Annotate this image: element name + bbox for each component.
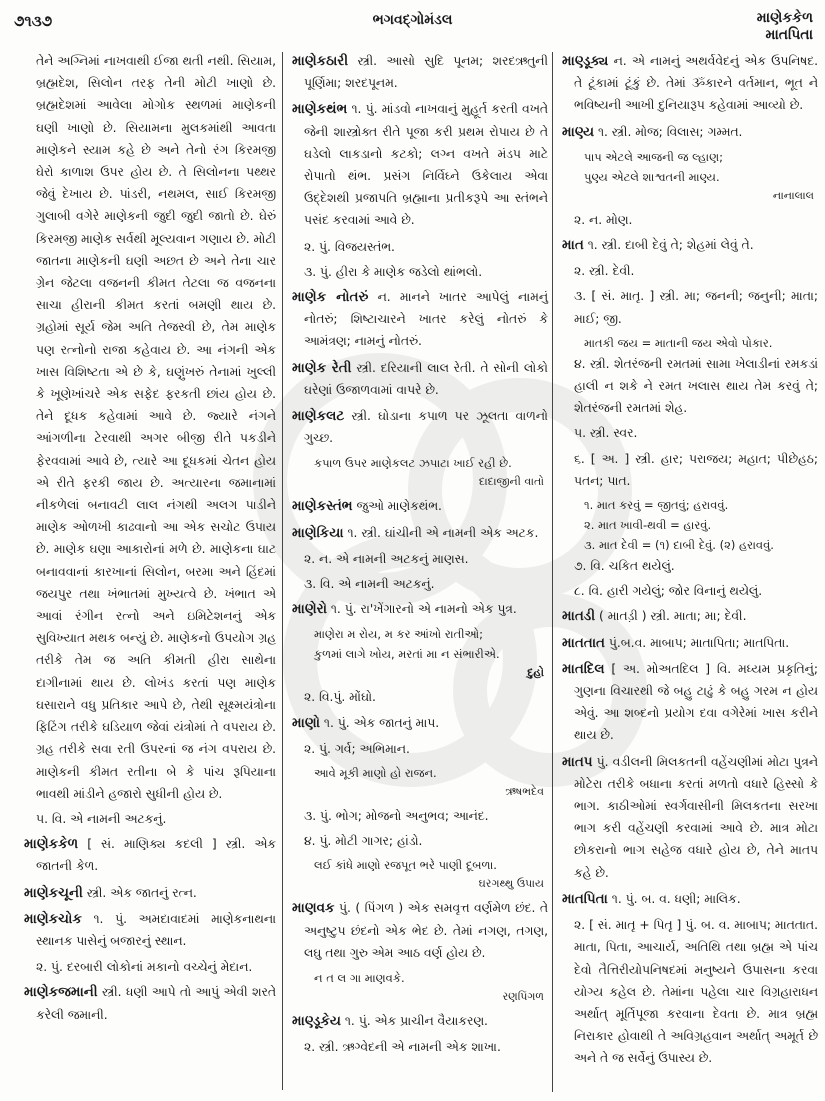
column-divider [282,52,283,1090]
definition: સ્ત્રી. દરિયાની લાલ રેતી. તે સોની લોકો ઘરેણાં ઉજાળવામાં વાપરે છે. [304,360,548,397]
sense: ૭. વિ. ચકિત થયેલું. [574,559,675,574]
definition: ૧. સ્ત્રી. મોજ; વિલાસ; ગમ્મત. [597,124,743,139]
sense: ૩. પું. ભોગ; મોજનો અનુભવ; આનંદ. [304,809,489,824]
dictionary-entry [24,833,276,877]
citation-quote: લઈ કાંધે માણો રજપૂત ભરે પાણી દૂબળા. [314,858,497,873]
column-middle [292,50,548,1062]
sense: ૪. સ્ત્રી. શેતરંજની રમતમાં સામા ખેલાડીનાં રમકડાં હાલી ન શકે ને રમત ખલાસ થાય તેમ કરવું તે; શેતરંજની રમતમાં શેહ. [574,356,818,416]
definition: જુઓ માણેકથંભ. [356,499,442,514]
citation-quote: પાપ એટલે આજની જ લ્હાણ; [584,149,724,164]
headword: માણેકસ્તંભ [292,498,353,515]
dictionary-entry [292,98,548,231]
dictionary-entry [292,495,548,517]
definition: ૧. પું. અમદાવાદમાં માણેકનાથના સ્થાનક પાસેનું બજારનું સ્થાન. [36,911,276,948]
sense: ૨. સ્ત્રી. ઋગ્વેદની એ નામની એક શાખા. [304,1040,501,1055]
dictionary-entry [292,522,548,544]
headword: માતતાત [562,634,605,651]
sense: ૨. પું. ગર્વ; અભિમાન. [304,741,410,756]
sense: ૩. [ સં. માતૃ. ] સ્ત્રી. મા; જનની; જનુની; માતા; માઈ; જી. [574,289,818,326]
citation-quote: ન ત લ ગા માણવકે. [314,971,405,986]
dictionary-entry [292,897,548,964]
definition: પું. ( પિંગળ ) એક સમવૃત્ત વર્ણમેળ છંદ. તે અનુષ્ટુપ છંદનો એક ભેદ છે. તેમાં નગણ, તગણ, લઘુ તથા ગુરુ એમ આઠ વર્ણ હોય છે. [304,901,548,960]
dictionary-entry [292,598,548,620]
headword: માણેકિયા [292,524,344,541]
page-header [0,0,825,48]
dictionary-entry [562,888,818,910]
sense: ૬. [ અ. ] સ્ત્રી. હાર; પરાજય; મહાત; પીછેહઠ; પતન; પાત. [574,451,818,488]
citation-source: રણપિંગળ [502,990,544,1004]
sense: ૨. ન. મોણ. [574,212,633,227]
headword: માણેકકેળ [24,836,79,853]
definition: ૧. પું. બ. વ. ધણી; માલિક. [611,891,741,906]
dictionary-entry [292,712,548,734]
headword: માણેક નોતરું [292,289,369,306]
dictionary-entry [562,234,818,256]
definition: [ સં. માણિક્ય કદલી ] સ્ત્રી. એક જાતની કેળ. [36,837,276,874]
definition: સ્ત્રી. એક જાતનું રત્ન. [86,885,197,900]
idiom: ૧. માત કરવું = જીતવું; હરાવવું. [584,498,729,513]
continued-definition: તેને અગ્નિમાં નાખવાથી ઈજા થતી નથી. સિયામ, બ્રહ્મદેશ, સિલોન તરફ તેની મોટી ખાણો છે. બ્રહ્મદેશમાં આવેલા મોગોક સ્થળમાં માણેકની ઘણી ખાણો છે. સિયામના મુલકમાંથી આવતા માણેકને સ્યામ કહે છે અને તેનો રંગ કિરમજી ઘેરો કાળાશ ઉપર હોય છે. તે સિલોનના પથ્થર જેવું દેખાય છે. પાંડરી, નથમલ, સાઈ કિરમજી ગુલાબી વગેરે માણેકની જુદી જુદી જાતો છે. ઘેરું કિરમજી માણેક સર્વથી મૂલ્યવાન ગણાય છે. મોટી જાતના માણેકની ઘણી અછત છે અને તેના ચાર ગ્રેન જેટલા વજનની કીમત તેટલા જ વજનના સાચા હીરાની કીમત કરતાં બમણી થાય છે. ગ્રહોમાં સૂર્ય જેમ અતિ તેજસ્વી છે, તેમ માણેક પણ રત્નોનો રાજા કહેવાય છે. આ નંગની એક ખાસ વિશિષ્ટતા એ છે કે, ઘણુંખરું તેનામાં ખુલ્લી કે ખૂણેખાંચરે એક સફેદ ફરકતી છાંય હોય છે. તેને દૂધક કહેવામાં આવે છે. જ્યારે નંગને આંગળીના ટેરવાથી અગર બીજી રીતે પકડીને ફેરવવામાં આવે છે, ત્યારે આ દૂધકમાં ચેતન હોય એ રીતે ફરકી જાય છે. અત્યારના જમાનામાં નીકળેલાં બનાવટી લાલ નંગથી અલગ પાડીને માણેક ઓળખી કાઢવાનો આ એક સચોટ ઉપાય છે. માણેક ઘણા આકારોનાં મળે છે. માણેકના ઘાટ બનાવવાનાં કારખાનાં સિલોન, બરમા અને હિંદમાં જયપુર તથા ખંભાતમાં મુખ્યત્વે છે. ખંભાત એ આવાં રંગીન રત્નો અને ઇમિટેશનનું એક સુવિખ્યાત મથક બન્યું છે. માણેકનો ઉપયોગ ગ્રહ તરીકે તેમ જ અતિ કીમતી હીરા સાથેના દાગીનામાં થાય છે. લોખંડ કરતાં પણ માણેક ઘસારાને વધુ પ્રતિકાર આપે છે, તેથી સૂક્ષ્મયંત્રોના ફિટિંગ તરીકે ઘડિયાળ જેવાં યંત્રોમાં તે વપરાય છે. ગ્રહ તરીકે સવા રતી ઉપરનાં જ નંગ વપરાય છે. માણેકની કીમત રતીના બે કે પાંચ રૂપિયાના ભાવથી માંડીને હજારો સુધીની હોય છે. [36,54,276,801]
dictionary-entry [562,50,818,117]
dictionary-entry [24,908,276,952]
dictionary-entry [24,981,276,1025]
definition: પું. વડીલની મિલકતની વહેંચણીમાં મોટા પુત્રને મોટેરા તરીકે બધાના કરતાં મળતો વધારે હિસ્સો કે ભાગ. કાઠીઓમાં સ્વર્ગવાસીની મિલકતના સરખા ભાગ કરી વહેંચણી કરવામાં આવે છે. માત્ર મોટા છોકરાનો ભાગ સહેજ વધારે હોય છે, તેને માતપ કહે છે. [574,754,818,880]
sense: ૫. સ્ત્રી. સ્વર. [574,426,638,441]
definition: ન. એ નામનું અથર્વવેદનું એક ઉપનિષદ. તે ટૂંકામાં ટૂંકું છે. તેમાં ૐકારને વર્તમાન, ભૂત ને ભવિષ્યની આખી દુનિયારૂપ કહેવામાં આવ્યો છે. [574,54,818,113]
definition: ૧. સ્ત્રી. દાબી દેવું તે; શેહમાં લેવું તે. [587,238,754,253]
sense: ૮. વિ. હારી ગયેલું; જોર વિનાનું થયેલું. [574,584,763,599]
column-divider [552,52,553,1092]
dictionary-entry [292,405,548,449]
idiom: ૨. માત ખાવી-થવી = હારવું. [584,518,712,533]
headword: માણેકચૂની [24,884,83,901]
citation-quote: કપાળ ઉપર માણેકલટ ઝપાટા ખાઈ રહી છે. [314,456,512,471]
definition: સ્ત્રી. આસો સુદિ પૂનમ; શરદઋતુની પૂર્ણિમા; શરદપૂનમ. [304,54,548,91]
definition: ૧. પું. એક પ્રાચીન વૈયાકરણ. [344,1014,488,1029]
dictionary-entry [292,357,548,401]
dictionary-entry [562,658,818,747]
headword: માણેક રેતી [292,359,352,376]
definition: ૧. પું. રા'ખેંગારનો એ નામનો એક પુત્ર. [330,602,517,617]
headword: માતપ [562,753,593,770]
guide-word-last: માતપિતા [765,27,813,43]
dictionary-entry [292,1010,548,1032]
page-number: ૭૧૩૭ [14,12,53,30]
citation-source: દાદાજીની વાતો [478,475,544,489]
sense: ૨. ન. એ નામની અટકનું માણસ. [304,551,469,566]
dictionary-entry [562,121,818,143]
headword: માતદિલ [562,660,605,677]
idiom: ૩. માત દેવી = (૧) દાબી દેવું. (૨) હરાવવું. [584,538,774,553]
definition: ન. માનને ખાતર આપેલું નામનું નોતરું; શિષ્ટાચારને ખાતર કરેલું નોતરું કે આમંત્રણ; નામનું નોતરું. [304,290,548,349]
citation-quote: કુળમાં લાગે ખોય, મરતાં મા ન સંભારીએ. [314,647,500,662]
column-right [562,50,818,1073]
citation-quote: માતકી જય = માતાની જય એવો પોકાર. [584,335,773,350]
dictionary-entry [562,632,818,654]
sense: ૩. પું. હીરા કે માણેક જડેલો થાંભલો. [304,264,483,279]
citation-source: ઘરગથ્થુ ઉપાય [478,877,544,891]
citation-source: નાનાલાલ [772,188,814,202]
definition: ( માતડ઼ી ) સ્ત્રી. માતા; મા; દેવી. [598,609,747,624]
headword: માણવક [292,900,335,917]
headword: માણ્ય [562,123,595,140]
headword: માણેરો [292,601,327,618]
headword: માણ્ડૂકેય [292,1013,341,1030]
book-title: ભગવદ્ગોમંડલ [372,12,453,28]
column-left [24,50,276,1030]
sense: ૨. સ્ત્રી. દેવી. [574,264,635,279]
headword: માણેકઠારી [292,53,349,69]
citation-quote: માણેરા મ રોય, મ કર આંખો રાતીઓ; [314,627,483,642]
definition: ૧. પું. એક જાતનું માપ. [323,715,440,730]
headword: માણેકથંભ [292,101,348,118]
headword: માતપિતા [562,890,608,907]
dictionary-entry [292,286,548,353]
headword: માણો [292,714,320,731]
headword: માતડી [562,608,596,625]
definition: સ્ત્રી. ઘોડાના કપાળ પર ઝૂલતા વાળનો ગુચ્છ. [304,409,548,446]
sense: ૪. પું. મોટી ગાગર; હાંડો. [304,834,423,849]
sense: ૩. વિ. એ નામની અટકનું. [304,577,435,592]
citation-quote: આવે મૂકી માણો હો રાજન. [314,766,437,781]
headword: માણેકજમાની [24,984,98,1001]
headword: માણેકલટ [292,408,345,425]
sense: ૨. વિ.પું. મોંઘો. [304,690,376,705]
headword: માણેકચોક [24,910,82,927]
definition: ૧. પું. માંડવો નાખવાનું મુહૂર્ત કરતી વખતે જેની શાસ્ત્રોક્ત રીતે પૂજા કરી પ્રથમ રોપાય છે તે ઘડેલો લાકડાનો કટકો; લગ્ન વખતે મંડપ માટે રોપાતો થંભ. પ્રસંગ નિર્વિઘ્ને ઉકેલાય એવા ઉદ્દેશથી પ્રજાપતિ બ્રહ્માના પ્રતીકરૂપે આ સ્તંભને પસંદ કરવામાં આવે છે. [304,102,548,228]
citation-source: દુહો [527,666,544,680]
citation-quote: પુણ્ય એટલે શાશ્વતની માણ્ય. [584,169,720,184]
dictionary-entry [24,882,276,904]
definition: [ અ. મોઅતદિલ ] વિ. મધ્યમ પ્રકૃતિનું; ગુણના વિચારથી જે બહુ ટાઢું કે બહુ ગરમ ન હોય એવું. આ શબ્દનો પ્રયોગ દવા વગેરેમાં ખાસ કરીને થાય છે. [574,661,818,743]
dictionary-entry [562,751,818,884]
dictionary-entry [292,50,548,94]
guide-words [757,10,813,44]
headword: માણ્ડૂક્ય [562,53,609,69]
sense: ૨. [ સં. માતૃ + પિતૃ ] પું. બ. વ. માબાપ; માતતાત. માતા, પિતા, આચાર્ય, અતિથિ તથા બ્રહ્મ એ પાંચ દેવો તૈત્તિરીયોપનિષદમાં મનુષ્યને ઉપાસના કરવા યોગ્ય કહેલ છે. તેમાંના પહેલા ચાર વિગ્રહારાધન અર્થાત્ મૂર્તિપૂજા કરવાના દેવતા છે. માત્ર બ્રહ્મ નિરાકાર હોવાથી તે અવિગ્રહવાન અર્થાત્ અમૂર્ત છે અને તે જ સર્વેનું ઉપાસ્ય છે. [574,918,818,1066]
definition: પું.બ.વ. માબાપ; માતાપિતા; માતપિતા. [608,635,790,650]
definition: સ્ત્રી. ધણી આપે તો આપું એવી શરતે કરેલી જમાની. [36,985,276,1022]
headword: માત [562,237,584,254]
citation-source: ઋષભદેવ [505,785,544,799]
sense: ૨. પું. દરબારી લોકોનાં મકાનો વચ્ચેનું મેદાન. [36,960,253,975]
definition: ૧. સ્ત્રી. ઘાંચીની એ નામની એક અટક. [347,525,539,540]
sense: ૨. પું. વિજયસ્તંભ. [304,239,395,254]
sense: ૫. વિ. એ નામની અટકનું. [36,811,167,826]
dictionary-entry [562,605,818,627]
guide-word-first: માણેકકેળ [756,10,813,26]
